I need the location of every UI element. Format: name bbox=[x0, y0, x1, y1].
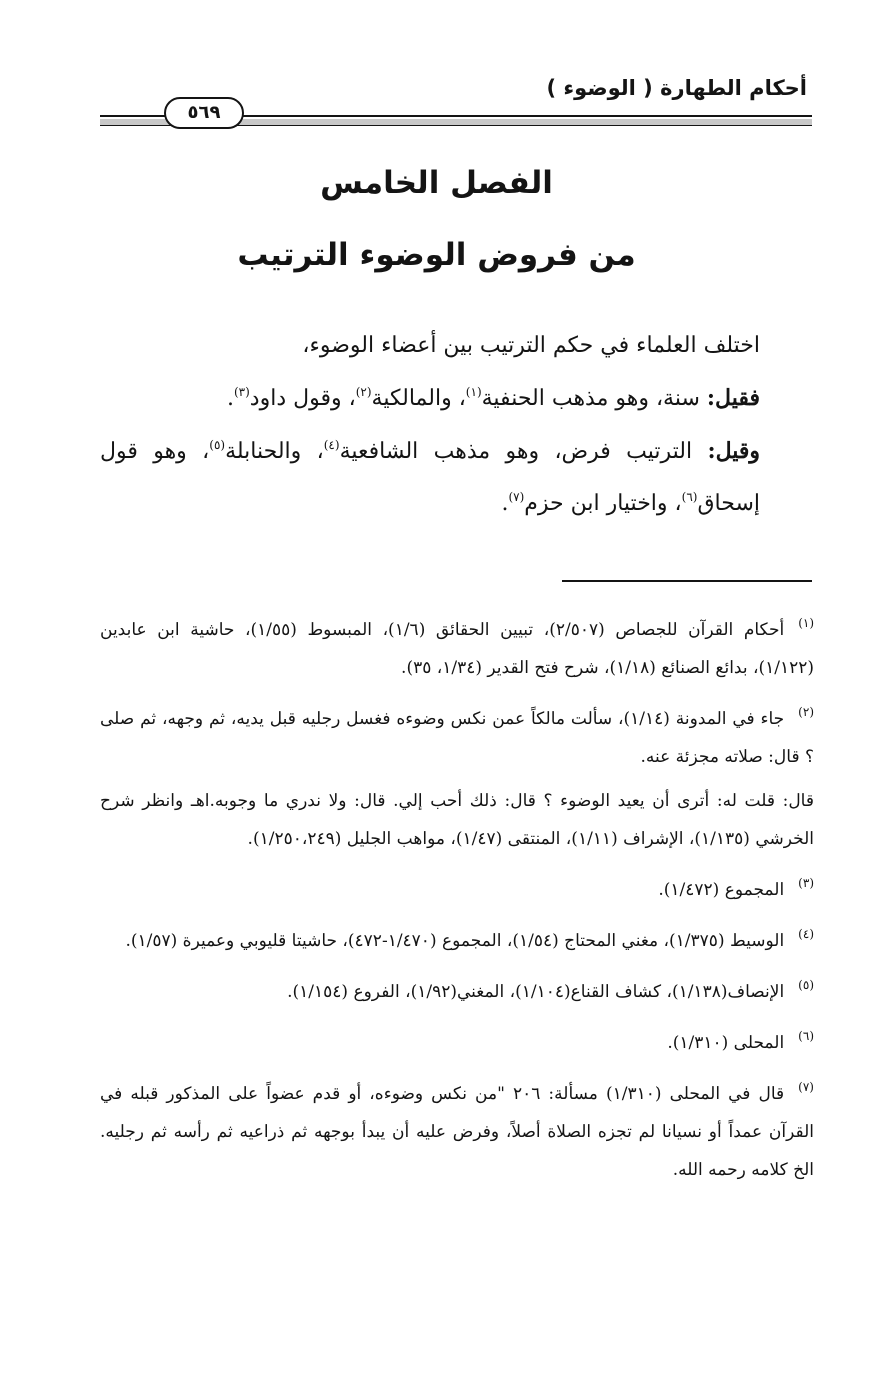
footnote-number: (٢) bbox=[798, 705, 814, 719]
footnote-number: (٦) bbox=[798, 1029, 814, 1043]
opinion-text: ، والحنابلة bbox=[225, 439, 324, 464]
footnote-item bbox=[100, 864, 814, 909]
footnote-text: الوسيط (١/٣٧٥)، مغني المحتاج (١/٥٤)، المجموع (١/٤٧٠-٤٧٢)، حاشيتا قليوبي وعميرة (١/٥٧). bbox=[125, 931, 785, 951]
body-text bbox=[100, 320, 760, 530]
opinion-text: الترتيب فرض، وهو مذهب الشافعية bbox=[339, 439, 708, 464]
opinion-text: سنة، وهو مذهب الحنفية bbox=[481, 386, 707, 411]
footnote-item bbox=[100, 693, 814, 776]
opinion-fard bbox=[100, 425, 760, 530]
opinion-lead: فقيل: bbox=[706, 385, 760, 411]
opinion-text: ، واختيار ابن حزم bbox=[524, 491, 682, 516]
footnote-ref[interactable]: (٣) bbox=[233, 385, 250, 399]
footnote-continuation bbox=[100, 782, 814, 858]
footnote-separator bbox=[562, 580, 812, 582]
footnote-ref[interactable]: (٦) bbox=[681, 490, 698, 504]
footnote-ref[interactable]: (٧) bbox=[508, 490, 525, 504]
opinion-text: ، والمالكية bbox=[371, 386, 466, 411]
footnote-number: (٧) bbox=[798, 1080, 814, 1094]
chapter-subtitle: من فروض الوضوء الترتيب bbox=[237, 237, 636, 273]
footnote-item bbox=[100, 1017, 814, 1062]
footnote-text: المجموع (١/٤٧٢). bbox=[658, 880, 785, 900]
opinion-lead: وقيل: bbox=[707, 438, 761, 464]
page-number: ٥٦٩ bbox=[164, 97, 244, 129]
footnote-item bbox=[100, 966, 814, 1011]
opinion-text: . bbox=[226, 386, 234, 411]
footnote-text: قال: قلت له: أترى أن يعيد الوضوء ؟ قال: ذلك أحب إلي. قال: ولا ندري ما وجوبه.اهـ وانظر شرح الخرشي (١/١٣٥)، الإشراف (١/١١)، المنتقى (١/٤٧)، مواهب الجليل (١/٢٥٠،٢٤٩). bbox=[100, 791, 814, 849]
footnote-item bbox=[100, 604, 814, 687]
chapter-title: الفصل الخامس bbox=[320, 165, 553, 201]
footnote-item bbox=[100, 915, 814, 960]
footnote-ref[interactable]: (٢) bbox=[355, 385, 372, 399]
running-title: أحكام الطهارة ( الوضوء ) bbox=[546, 76, 807, 100]
footnote-text: أحكام القرآن للجصاص (٢/٥٠٧)، تبيين الحقائق (١/٦)، المبسوط (١/٥٥)، حاشية ابن عابدين (١/١٢٢)، بدائع الصنائع (١/١٨)، شرح فتح القدير (١/٣٤، ٣٥). bbox=[100, 620, 814, 678]
footnote-text: الإنصاف(١/١٣٨)، كشاف القناع(١/١٠٤)، المغني(١/٩٢)، الفروع (١/١٥٤). bbox=[287, 982, 785, 1002]
footnote-ref[interactable]: (٥) bbox=[209, 438, 226, 452]
footnotes bbox=[100, 604, 814, 1195]
footnote-number: (٣) bbox=[798, 876, 814, 890]
footnote-ref[interactable]: (١) bbox=[465, 385, 482, 399]
intro-paragraph: اختلف العلماء في حكم الترتيب بين أعضاء الوضوء، bbox=[302, 333, 760, 358]
footnote-text: قال في المحلى (١/٣١٠) مسألة: ٢٠٦ "من نكس وضوءه، أو قدم عضواً على المذكور قبله في القرآن عمداً أو نسيانا لم تجزه الصلاة أصلاً، وفرض عليه أن يبدأ بوجهه ثم ذراعيه ثم رأسه ثم رجليه. الخ كلامه رحمه الله. bbox=[100, 1084, 814, 1180]
opinion-sunnah bbox=[100, 372, 760, 425]
footnote-number: (٤) bbox=[798, 927, 814, 941]
opinion-text: . bbox=[501, 491, 509, 516]
footnote-text: جاء في المدونة (١/١٤)، سألت مالكاً عمن نكس وضوءه فغسل رجليه قبل يديه، ثم وجهه، ثم صلى ؟ قال: صلاته مجزئة عنه. bbox=[100, 709, 814, 767]
footnote-number: (٥) bbox=[798, 978, 814, 992]
footnote-item bbox=[100, 1068, 814, 1189]
opinion-text: ، وهو قول إسحاق bbox=[100, 439, 760, 516]
opinion-text: ، وقول داود bbox=[249, 386, 356, 411]
footnote-text: المحلى (١/٣١٠). bbox=[667, 1033, 785, 1053]
footnote-number: (١) bbox=[798, 616, 815, 630]
footnote-ref[interactable]: (٤) bbox=[323, 438, 340, 452]
